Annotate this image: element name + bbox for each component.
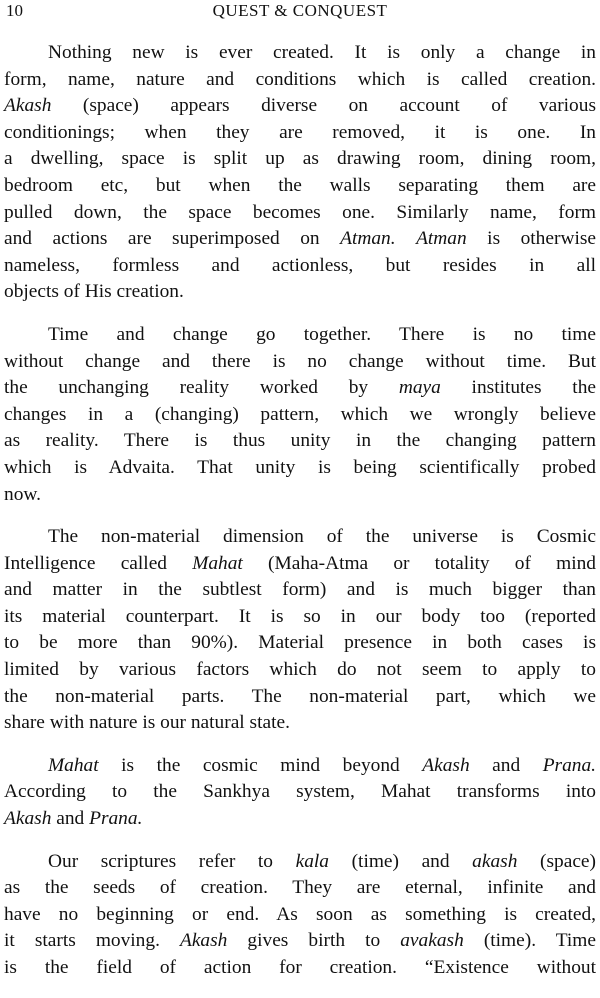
text-run bbox=[396, 228, 416, 249]
page-number: 10 bbox=[6, 1, 23, 20]
text-line bbox=[4, 93, 596, 120]
text-line bbox=[4, 482, 596, 509]
text-line bbox=[4, 120, 596, 147]
text-run: the non-material parts. The non-material part, which we bbox=[4, 685, 596, 707]
italic-term: Prana. bbox=[542, 754, 597, 776]
text-run: nameless, formless and actionless, but resides in all bbox=[4, 254, 596, 276]
text-run: without change and there is no change without time. But bbox=[4, 350, 596, 372]
italic-term: Atman. bbox=[340, 228, 396, 250]
text-line bbox=[4, 253, 596, 280]
text-line bbox=[4, 630, 596, 657]
text-line bbox=[4, 524, 596, 551]
text-run: objects of His creation. bbox=[4, 281, 184, 303]
text-line bbox=[4, 849, 596, 876]
italic-term: avakash bbox=[400, 930, 464, 952]
text-line bbox=[4, 455, 596, 482]
text-run: pulled down, the space becomes one. Similarly name, form bbox=[4, 201, 596, 223]
paragraph bbox=[4, 40, 596, 306]
text-run: as the seeds of creation. They are eternal, infinite and bbox=[4, 877, 596, 899]
italic-term: Mahat bbox=[48, 754, 99, 776]
text-line bbox=[4, 551, 596, 578]
text-run: have no beginning or end. As soon as something is created, bbox=[4, 903, 596, 925]
italic-term: kala bbox=[295, 850, 329, 872]
text-line bbox=[4, 710, 596, 737]
text-line bbox=[4, 577, 596, 604]
text-run: gives birth to bbox=[227, 930, 401, 952]
text-run: (time) and bbox=[329, 850, 473, 872]
running-title: QUEST & CONQUEST bbox=[212, 1, 388, 20]
italic-term: Akash bbox=[422, 754, 470, 776]
text-line bbox=[4, 200, 596, 227]
text-run: According to the Sankhya system, Mahat transforms into bbox=[4, 781, 596, 803]
text-run: form, name, nature and conditions which is called creation. bbox=[4, 68, 596, 90]
text-line bbox=[4, 753, 596, 780]
text-run: which is Advaita. That unity is being scientifically probed bbox=[4, 456, 596, 478]
text-run: Time and change go together. There is no time bbox=[48, 323, 596, 345]
text-run: to be more than 90%). Material presence in both cases is bbox=[4, 632, 596, 654]
text-run: its material counterpart. It is so in our body too (reported bbox=[4, 605, 596, 627]
text-line bbox=[4, 226, 596, 253]
paragraph bbox=[4, 753, 596, 833]
text-line bbox=[4, 604, 596, 631]
text-run: Intelligence called bbox=[4, 552, 193, 574]
text-run: and actions are superimposed on bbox=[4, 228, 341, 250]
text-line bbox=[4, 67, 596, 94]
text-line bbox=[4, 657, 596, 684]
text-run: limited by various factors which do not seem to apply to bbox=[4, 659, 596, 681]
text-run: (time). Time bbox=[463, 930, 596, 952]
text-run: conditionings; when they are removed, it is one. In bbox=[4, 121, 596, 143]
text-line bbox=[4, 928, 596, 955]
text-run: Nothing new is ever created. It is only a change in bbox=[48, 42, 596, 63]
text-run: is otherwise bbox=[466, 228, 596, 250]
text-run: as reality. There is thus unity in the changing pattern bbox=[4, 430, 596, 452]
text-line bbox=[4, 40, 596, 67]
text-run: the unchanging reality worked by bbox=[4, 377, 399, 399]
text-run: it starts moving. bbox=[4, 930, 180, 952]
text-line bbox=[4, 402, 596, 429]
text-run: is the cosmic mind beyond bbox=[98, 754, 423, 776]
italic-term: Atman bbox=[416, 228, 467, 250]
text-line bbox=[4, 428, 596, 455]
text-line bbox=[4, 955, 596, 982]
running-head bbox=[0, 0, 600, 24]
text-run: (space) appears diverse on account of various bbox=[51, 95, 596, 117]
text-run: Our scriptures refer to bbox=[48, 850, 296, 872]
text-run: institutes the bbox=[440, 377, 596, 399]
text-run: is the field of action for creation. “Existence without bbox=[4, 957, 596, 978]
italic-term: maya bbox=[398, 377, 441, 399]
text-line bbox=[4, 322, 596, 349]
text-run: a dwelling, space is split up as drawing room, dining room, bbox=[4, 148, 596, 170]
text-line bbox=[4, 875, 596, 902]
text-line bbox=[4, 806, 596, 833]
italic-term: Prana. bbox=[89, 808, 143, 830]
text-run: and bbox=[51, 808, 90, 830]
paragraph bbox=[4, 524, 596, 737]
text-run: (space) bbox=[517, 850, 596, 872]
text-line bbox=[4, 349, 596, 376]
body-text bbox=[4, 40, 596, 998]
text-line bbox=[4, 146, 596, 173]
text-line bbox=[4, 684, 596, 711]
italic-term: Akash bbox=[4, 95, 52, 117]
text-line bbox=[4, 173, 596, 200]
text-line bbox=[4, 902, 596, 929]
italic-term: akash bbox=[472, 850, 518, 872]
text-run: and matter in the subtlest form) and is much bigger than bbox=[4, 579, 596, 601]
text-run: and bbox=[469, 754, 543, 776]
text-run: bedroom etc, but when the walls separating them are bbox=[4, 174, 596, 196]
text-run: now. bbox=[4, 483, 41, 505]
italic-term: Akash bbox=[4, 808, 52, 830]
text-run: share with nature is our natural state. bbox=[4, 712, 290, 734]
text-line bbox=[4, 375, 596, 402]
text-run: The non-material dimension of the universe is Cosmic bbox=[48, 526, 596, 548]
text-line bbox=[4, 779, 596, 806]
italic-term: Akash bbox=[179, 930, 228, 952]
paragraph bbox=[4, 322, 596, 508]
text-line bbox=[4, 279, 596, 306]
text-run: (Maha-Atma or totality of mind bbox=[242, 552, 596, 574]
italic-term: Mahat bbox=[192, 552, 243, 574]
text-run: changes in a (changing) pattern, which we wrongly believe bbox=[4, 403, 596, 425]
